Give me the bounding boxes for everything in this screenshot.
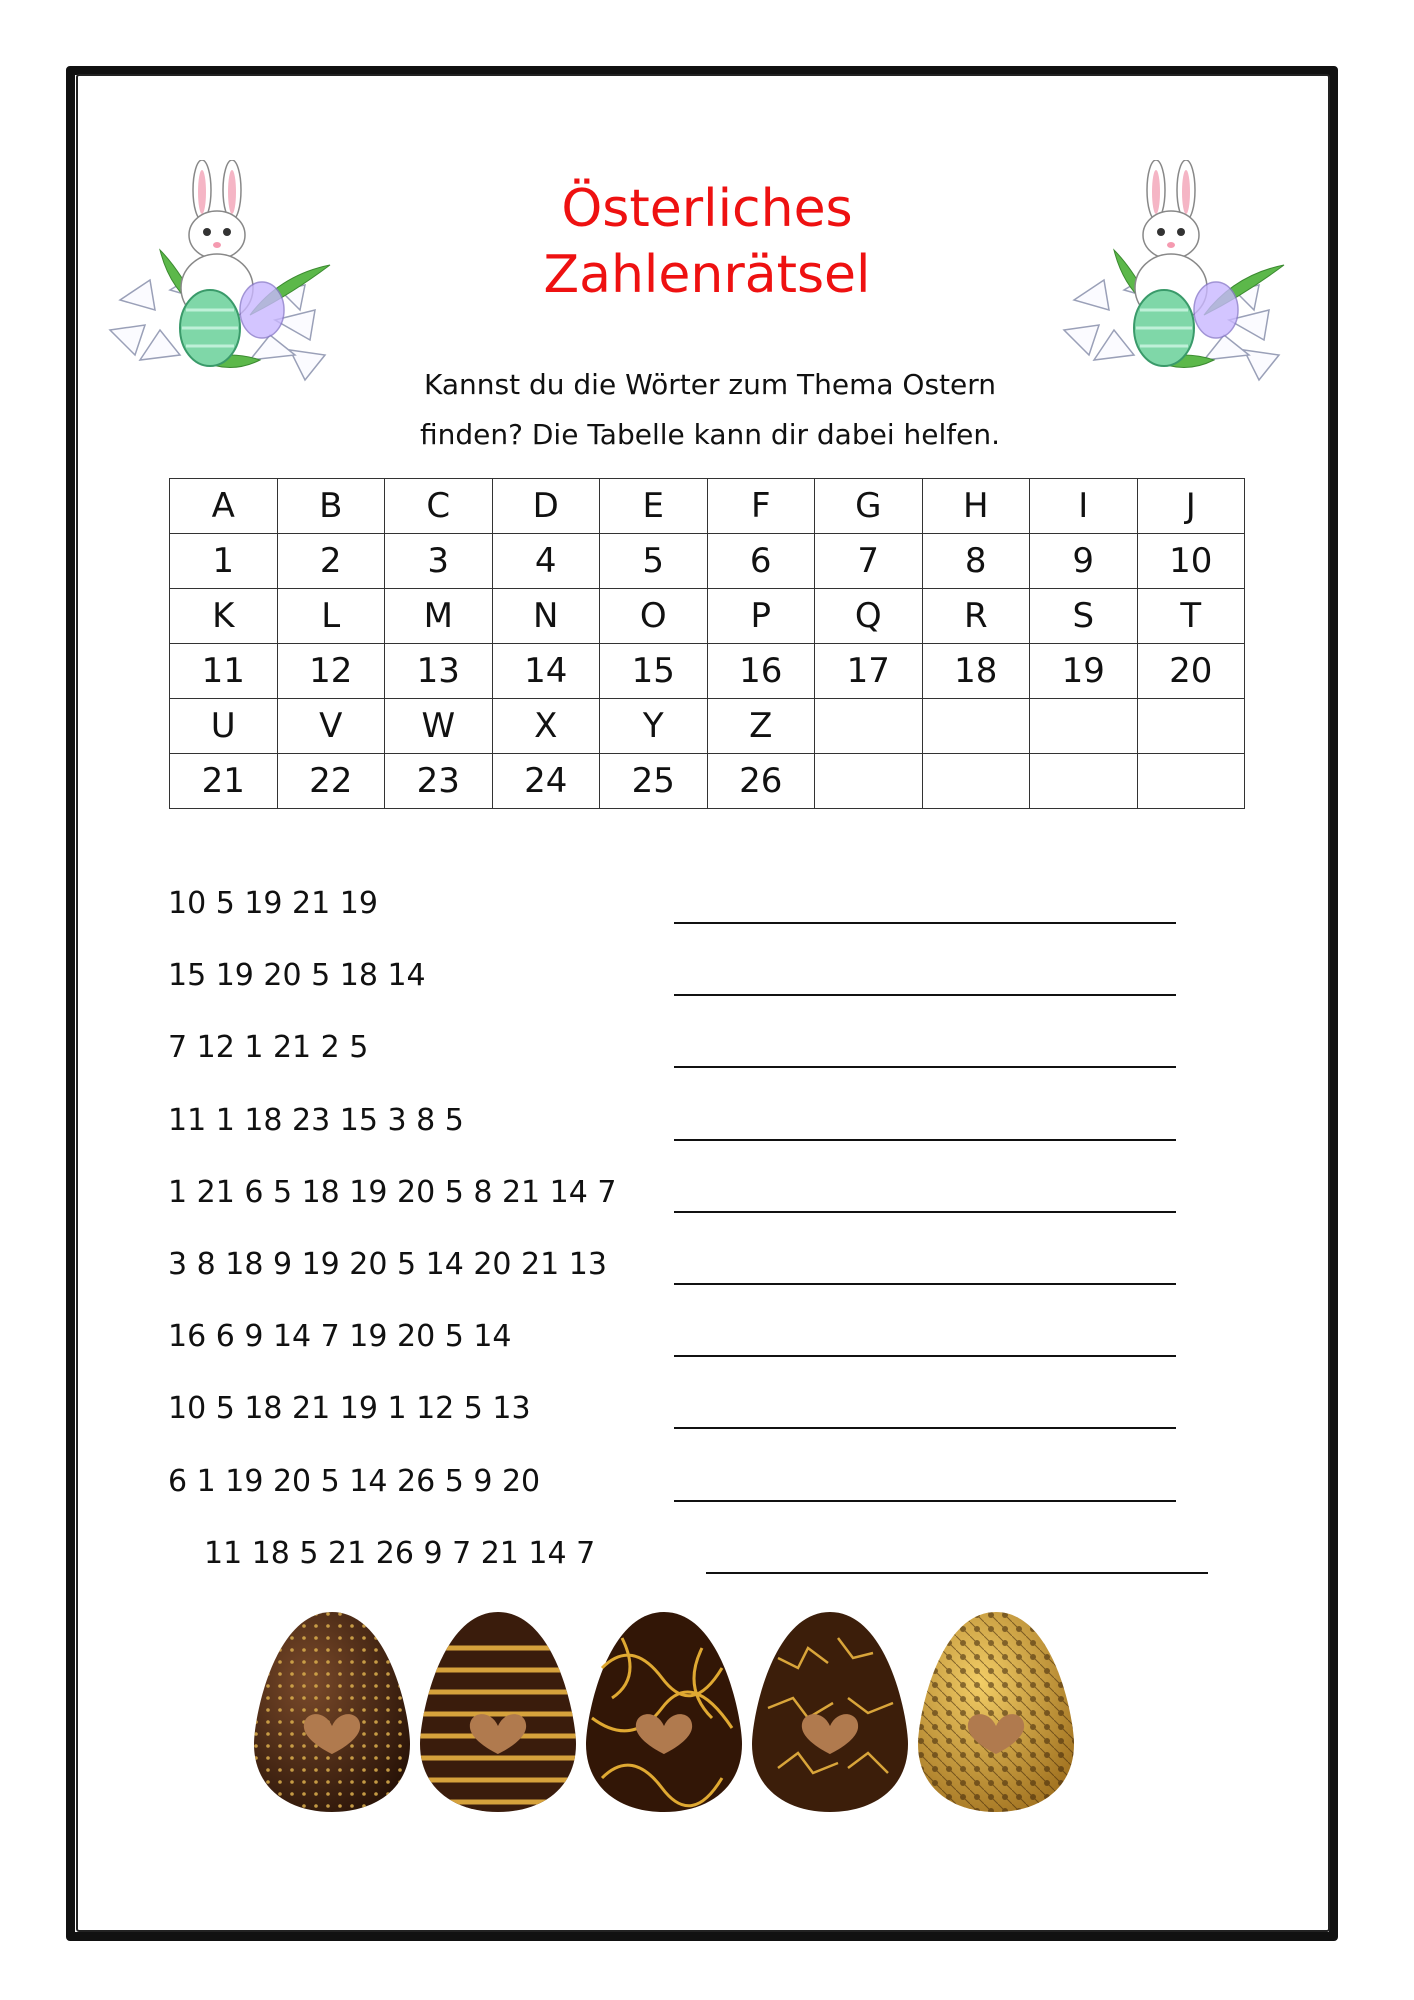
table-cell: 15	[600, 644, 708, 699]
table-cell: 17	[815, 644, 923, 699]
table-cell: A	[170, 479, 278, 534]
table-cell: 8	[922, 534, 1030, 589]
number-code: 6 1 19 20 5 14 26 5 9 20	[168, 1463, 541, 1499]
table-cell: 11	[170, 644, 278, 699]
number-code: 7 12 1 21 2 5	[168, 1030, 369, 1066]
puzzle-list	[168, 872, 1228, 1594]
table-cell	[815, 754, 923, 809]
answer-line[interactable]	[674, 1427, 1176, 1429]
title-line-2: Zahlenrätsel	[543, 245, 871, 305]
table-cell: 9	[1030, 534, 1138, 589]
answer-line[interactable]	[674, 994, 1176, 996]
table-cell: Z	[707, 699, 815, 754]
table-cell: 23	[385, 754, 493, 809]
instructions	[360, 360, 1060, 460]
table-cell: R	[922, 589, 1030, 644]
puzzle-row	[168, 872, 1228, 944]
table-cell: 18	[922, 644, 1030, 699]
table-cell: O	[600, 589, 708, 644]
table-cell: 13	[385, 644, 493, 699]
chocolate-egg-icon	[748, 1608, 912, 1814]
instructions-line-2: finden? Die Tabelle kann dir dabei helfen.	[419, 418, 1000, 451]
table-cell: 1	[170, 534, 278, 589]
table-cell: Q	[815, 589, 923, 644]
table-cell: 2	[277, 534, 385, 589]
table-cell: 25	[600, 754, 708, 809]
puzzle-row	[168, 944, 1228, 1016]
table-row	[170, 479, 1245, 534]
number-code: 10 5 18 21 19 1 12 5 13	[168, 1391, 531, 1427]
table-cell: E	[600, 479, 708, 534]
table-cell: C	[385, 479, 493, 534]
title-line-1: Österliches	[561, 179, 853, 239]
table-cell: 6	[707, 534, 815, 589]
table-cell: U	[170, 699, 278, 754]
number-code: 11 1 18 23 15 3 8 5	[168, 1102, 464, 1138]
table-cell: H	[922, 479, 1030, 534]
letter-number-table	[169, 478, 1245, 809]
table-cell: Y	[600, 699, 708, 754]
table-cell: M	[385, 589, 493, 644]
table-row	[170, 754, 1245, 809]
table-cell: 7	[815, 534, 923, 589]
table-cell	[1030, 754, 1138, 809]
puzzle-row	[168, 1377, 1228, 1449]
chocolate-eggs	[250, 1608, 1190, 1818]
table-row	[170, 644, 1245, 699]
bunny-illustration-right	[1054, 160, 1304, 390]
table-cell: K	[170, 589, 278, 644]
puzzle-row	[168, 1161, 1228, 1233]
instructions-line-1: Kannst du die Wörter zum Thema Ostern	[423, 368, 997, 401]
answer-line[interactable]	[674, 1139, 1176, 1141]
table-cell: G	[815, 479, 923, 534]
table-cell: I	[1030, 479, 1138, 534]
table-cell	[1030, 699, 1138, 754]
table-cell: 19	[1030, 644, 1138, 699]
chocolate-egg-icon	[250, 1608, 414, 1814]
table-cell: 21	[170, 754, 278, 809]
table-row	[170, 699, 1245, 754]
table-cell: P	[707, 589, 815, 644]
number-code: 3 8 18 9 19 20 5 14 20 21 13	[168, 1246, 607, 1282]
table-row	[170, 589, 1245, 644]
table-cell: 3	[385, 534, 493, 589]
puzzle-row	[168, 1305, 1228, 1377]
table-cell: B	[277, 479, 385, 534]
answer-line[interactable]	[674, 1500, 1176, 1502]
answer-line[interactable]	[674, 1355, 1176, 1357]
table-cell: 26	[707, 754, 815, 809]
worksheet-title	[460, 176, 954, 308]
number-code: 11 18 5 21 26 9 7 21 14 7	[204, 1535, 596, 1571]
number-code: 15 19 20 5 18 14	[168, 958, 426, 994]
answer-line[interactable]	[674, 1211, 1176, 1213]
table-cell	[815, 699, 923, 754]
table-cell: J	[1137, 479, 1245, 534]
table-cell: L	[277, 589, 385, 644]
number-code: 16 6 9 14 7 19 20 5 14	[168, 1319, 512, 1355]
table-cell: X	[492, 699, 600, 754]
table-row	[170, 534, 1245, 589]
number-code: 10 5 19 21 19	[168, 886, 378, 921]
table-cell: 20	[1137, 644, 1245, 699]
table-cell: 12	[277, 644, 385, 699]
table-cell: D	[492, 479, 600, 534]
table-cell: F	[707, 479, 815, 534]
puzzle-row	[168, 1016, 1228, 1088]
number-code: 1 21 6 5 18 19 20 5 8 21 14 7	[168, 1174, 617, 1210]
table-cell: 14	[492, 644, 600, 699]
bunny-illustration-left	[100, 160, 350, 390]
table-cell: N	[492, 589, 600, 644]
table-cell: 10	[1137, 534, 1245, 589]
table-cell: V	[277, 699, 385, 754]
puzzle-row	[168, 1233, 1228, 1305]
table-cell: W	[385, 699, 493, 754]
chocolate-egg-icon	[582, 1608, 746, 1814]
answer-line[interactable]	[674, 1283, 1176, 1285]
puzzle-row	[168, 1450, 1228, 1522]
answer-line[interactable]	[706, 1572, 1208, 1574]
table-cell: 4	[492, 534, 600, 589]
table-cell: 22	[277, 754, 385, 809]
table-cell	[922, 699, 1030, 754]
answer-line[interactable]	[674, 922, 1176, 924]
table-cell: 24	[492, 754, 600, 809]
table-cell	[922, 754, 1030, 809]
chocolate-egg-icon	[914, 1608, 1078, 1814]
puzzle-row	[168, 1522, 1228, 1594]
chocolate-egg-icon	[416, 1608, 580, 1814]
table-cell: T	[1137, 589, 1245, 644]
table-cell	[1137, 699, 1245, 754]
puzzle-row	[168, 1089, 1228, 1161]
table-cell	[1137, 754, 1245, 809]
table-cell: S	[1030, 589, 1138, 644]
answer-line[interactable]	[674, 1066, 1176, 1068]
table-cell: 16	[707, 644, 815, 699]
table-cell: 5	[600, 534, 708, 589]
